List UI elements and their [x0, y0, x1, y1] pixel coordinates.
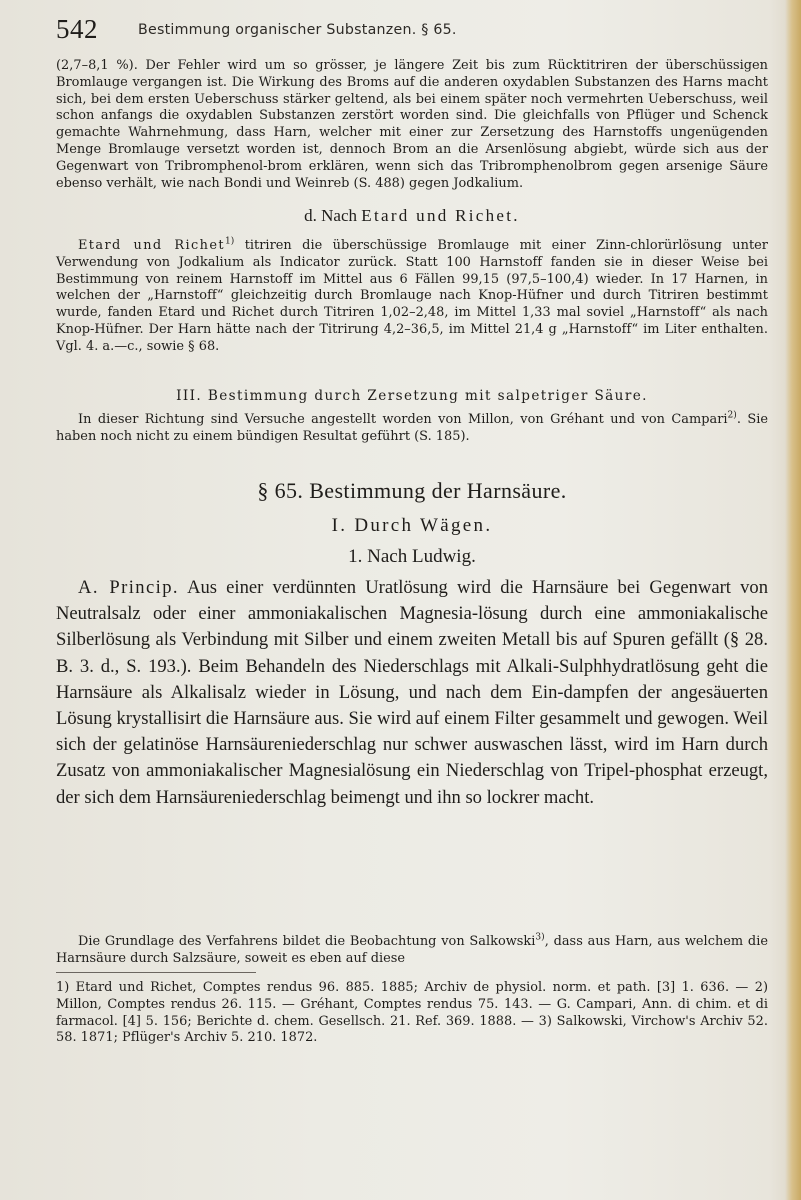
paragraph-salkowski [56, 934, 768, 968]
page-number: 542 [56, 14, 98, 44]
section-65-title: § 65. Bestimmung der Harnsäure. [257, 478, 567, 503]
paragraph-bromine-error: (2,7–8,1 %). Der Fehler wird um so grösser, je längere Zeit bis zum Rücktitriren der überschüssigen Bromlauge vergangen ist. Die Wirkung des Broms auf die anderen oxydablen Substanzen des Harns macht sich, bei dem ersten Ueberschuss stärker geltend, als bei einem später noch vermehrten Ueberschuss, weil schon anfangs die oxydablen Substanzen zerstört worden sind. Die gleichfalls von Pflüger und Schenck gemachte Wahrnehmung, dass Harn, welcher mit einer zur Zersetzung des Harnstoffs ungenügenden Menge Bromlauge versetzt worden ist, dennoch Brom an die Arsenlösung abgiebt, würde sich aus der Gegenwart von Tribromphenol-brom erklären, wenn sich das Tribromphenolbrom gegen arsenige Säure ebenso verhält, wie nach Bondi und Weinreb (S. 488) gegen Jodkalium. [56, 58, 768, 191]
section-III-label: III. Bestimmung durch Zersetzung mit salpetriger Säure. [176, 388, 648, 404]
paragraph-salkowski-text-b: , dass aus Harn, aus welchem die Harnsäure durch Salzsäure, soweit es eben auf diese [56, 934, 768, 966]
princip-label: A. Princip. [78, 577, 179, 598]
footnote-ref-2: 2) [727, 410, 737, 421]
page-edge [785, 0, 801, 1200]
footnote-separator [56, 972, 256, 973]
section-heading-d [56, 206, 768, 226]
paragraph-salkowski-text-a: Die Grundlage des Verfahrens bildet die Beobachtung von Salkowski [78, 934, 536, 949]
paragraph-princip [56, 575, 768, 811]
subsection-nach-ludwig: 1. Nach Ludwig. [348, 546, 476, 567]
paragraph-etard-richet [56, 238, 768, 356]
princip-text: Aus einer verdünnten Uratlösung wird die Harnsäure bei Gegenwart von Neutralsalz oder einer ammoniakalischen Magnesia-lösung durch eine ammoniakalische Silberlösung als Verbindung mit Silber und einem zweiten Metall bis auf Spuren gefällt (§ 28. B. 3. d., S. 193.). Beim Behandeln des Niederschlags mit Alkali-Sulphhydratlösung geht die Harnsäure als Alkalisalz wieder in Lösung, und nach dem Ein-dampfen der angesäuerten Lösung krystallisirt die Harnsäure aus. Sie wird auf einem Filter gesammelt und gewogen. Weil sich der gelatinöse Harnsäureniederschlag nur schwer auswaschen lässt, wird im Harn durch Zusatz von ammoniakalischer Magnesialösung ein Niederschlag von Tripel-phosphat erzeugt, der sich dem Harnsäureniederschlag beimengt und ihn so lockrer macht. [56, 577, 768, 808]
section-heading-III [56, 388, 768, 404]
paragraph-millon-text-b: . Sie haben noch nicht zu einem bündigen Resultat geführt (S. 185). [56, 412, 768, 444]
paragraph-millon-text-a: In dieser Richtung sind Versuche angestellt worden von Millon, von Gréhant und von Campari [78, 412, 728, 427]
page-header [56, 14, 768, 50]
section-d-authors: Etard und Richet. [361, 206, 520, 225]
paragraph-etard-richet-text: titriren die überschüssige Bromlauge mit einer Zinn-chlorürlösung unter Verwendung von Jodkalium als Indicator zurück. Statt 100 Harnstoff fanden sie in dieser Weise bei Bestimmung von reinem Harnstoff im Mittel aus 6 Fällen 99,15 (97,5–100,4) wieder. In 17 Harnen, in welchen der „Harnstoff“ gleichzeitig durch Bromlauge nach Knop-Hüfner und durch Titriren bestimmt wurde, fanden Etard und Richet durch Titriren 1,02–2,48, im Mittel 1,33 mal soviel „Harnstoff“ als nach Knop-Hüfner. Der Harn hätte nach der Titrirung 4,2–36,5, im Mittel 21,4 g „Harnstoff“ im Liter enthalten. Vgl. 4. a.—c., sowie § 68. [56, 238, 768, 354]
section-d-prefix: d. Nach [304, 206, 358, 225]
footnote-ref-1: 1) [224, 236, 235, 247]
footnote-ref-3: 3) [535, 932, 545, 943]
authors-etard-richet: Etard und Richet [78, 238, 225, 253]
subsection-durch-waegen: I. Durch Wägen. [331, 515, 493, 536]
footnotes: 1) Etard und Richet, Comptes rendus 96. 885. 1885; Archiv de physiol. norm. et path. [3] 1. 636. — 2) Millon, Comptes rendus 26. 115. — Gréhant, Comptes rendus 75. 143. — G. Campari, Ann. di chim. et di farmacol. [4] 5. 156; Berichte d. chem. Gesellsch. 21. Ref. 369. 1888. — 3) Salkowski, Virchow's Archiv 52. 58. 1871; Pflüger's Archiv 5. 210. 1872. [56, 980, 768, 1046]
running-title: Bestimmung organischer Substanzen. § 65. [138, 22, 457, 38]
paragraph-millon [56, 412, 768, 446]
